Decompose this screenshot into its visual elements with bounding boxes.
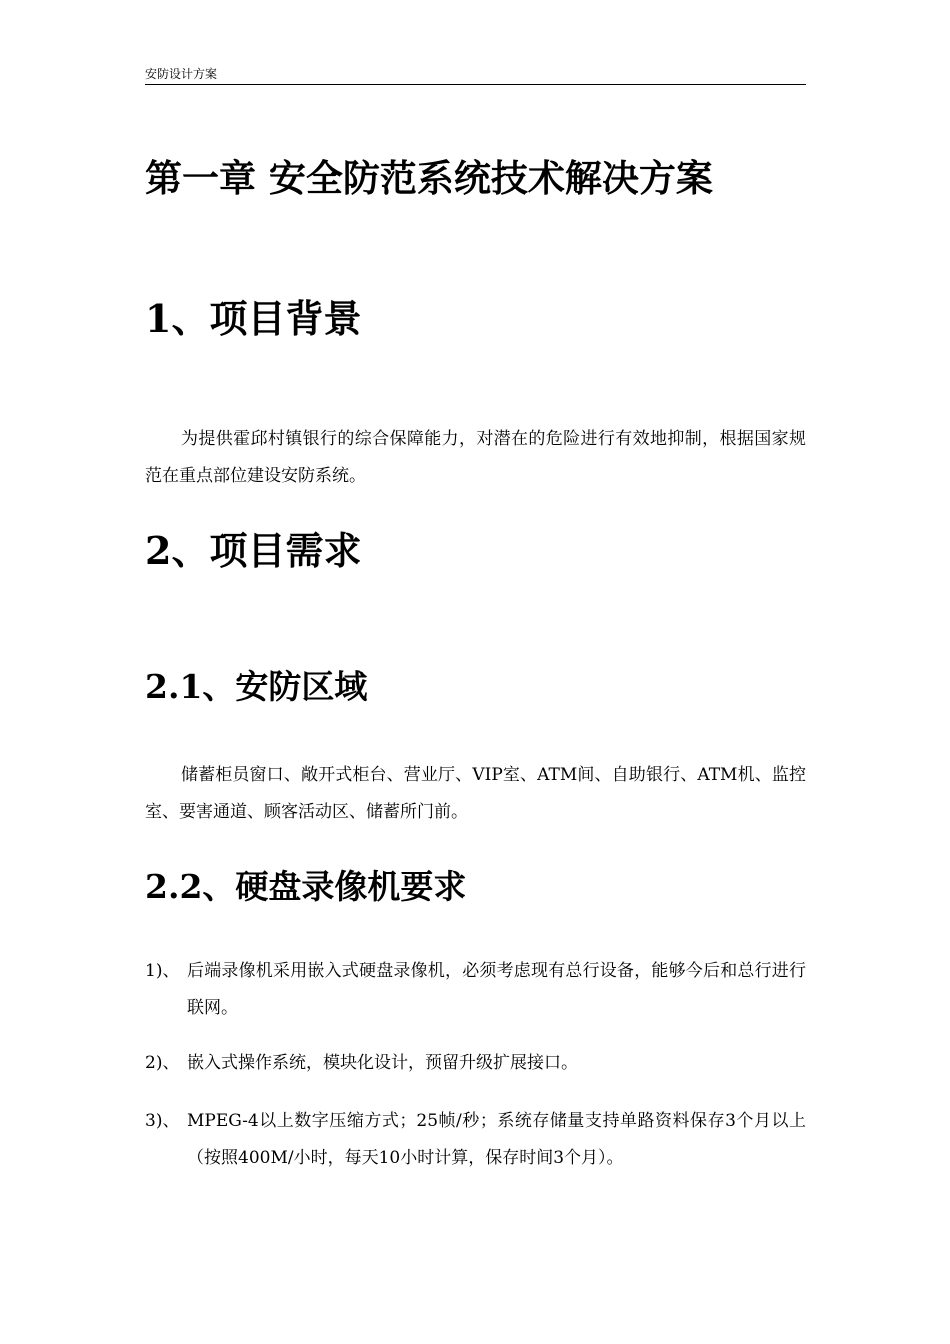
list-item-text: MPEG-4以上数字压缩方式；25帧/秒；系统存储量支持单路资料保存3个月以上（按照400M/小时，每天10小时计算，保存时间3个月）。: [187, 1111, 806, 1168]
list-item-number: 1)、: [145, 961, 180, 981]
section-heading-requirements: 2、项目需求: [145, 528, 362, 573]
areas-paragraph: 储蓄柜员窗口、敞开式柜台、营业厅、VIP室、ATM间、自助银行、ATM机、监控室、要害通道、顾客活动区、储蓄所门前。: [145, 765, 806, 822]
background-paragraph: 为提供霍邱村镇银行的综合保障能力，对潜在的危险进行有效地抑制，根据国家规范在重点部位建设安防系统。: [145, 429, 806, 486]
list-item-number: 3)、: [145, 1111, 180, 1131]
section-heading-dvr: 2.2、硬盘录像机要求: [145, 867, 467, 906]
list-item-text: 后端录像机采用嵌入式硬盘录像机，必须考虑现有总行设备，能够今后和总行进行联网。: [187, 961, 806, 1018]
list-item: [145, 1103, 806, 1177]
section-heading-areas: 2.1、安防区域: [145, 667, 368, 706]
section-heading-background: 1、项目背景: [145, 296, 362, 341]
running-header: 安防设计方案: [145, 66, 806, 85]
list-item: [145, 1045, 806, 1082]
list-item-number: 2)、: [145, 1053, 180, 1073]
chapter-title: 第一章 安全防范系统技术解决方案: [145, 156, 713, 200]
list-item: [145, 953, 806, 1027]
list-item-text: 嵌入式操作系统，模块化设计，预留升级扩展接口。: [187, 1053, 578, 1073]
